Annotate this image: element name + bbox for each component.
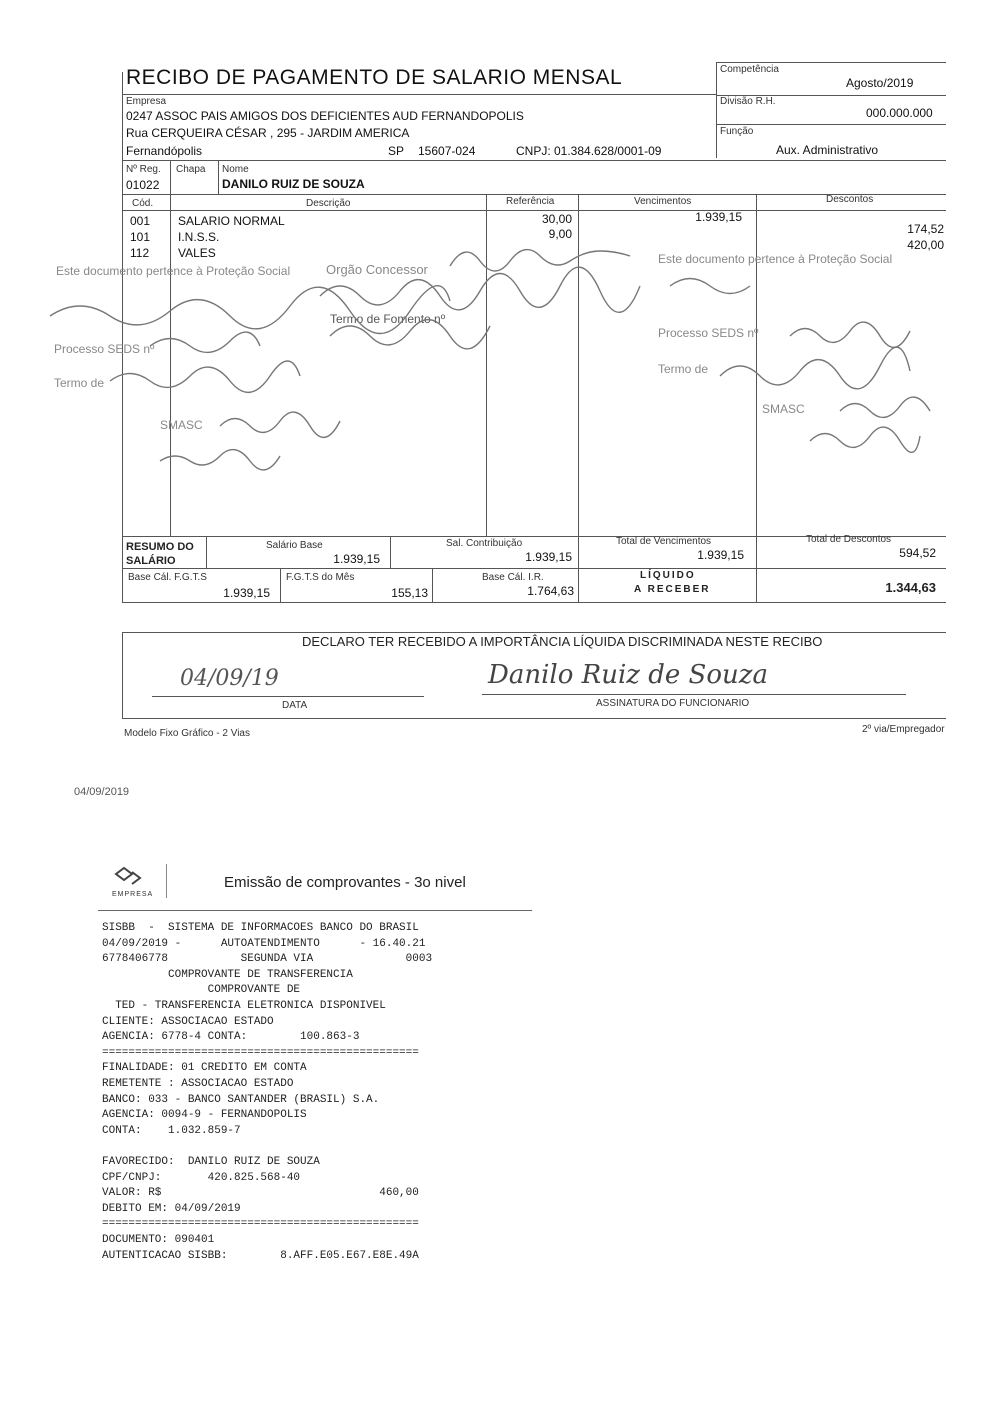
- stamp-smasc-left: SMASC: [160, 418, 203, 432]
- item-descontos: 174,52: [907, 222, 944, 236]
- handwriting-scribbles: [40, 236, 940, 476]
- name-bottom-line: [122, 194, 946, 195]
- item-cod: 112: [130, 246, 150, 260]
- base-fgts-label: Base Cál. F.G.T.S: [128, 572, 207, 583]
- divisao-value: 000.000.000: [866, 106, 933, 120]
- item-referencia: 30,00: [541, 212, 572, 226]
- funcao-label: Função: [720, 126, 754, 137]
- fgts-divider-2: [432, 568, 433, 602]
- resumo-divider-1: [206, 536, 207, 568]
- base-ir-value: 1.764,63: [527, 584, 574, 598]
- nome-label: Nome: [222, 164, 249, 175]
- declaro-text: DECLARO TER RECEBIDO A IMPORTÂNCIA LÍQUIDA DISCRIMINADA NESTE RECIBO: [302, 634, 823, 649]
- empresa-city: Fernandópolis: [126, 144, 203, 158]
- declaro-bottom-line: [122, 718, 946, 719]
- col-header-descontos: Descontos: [826, 194, 874, 205]
- liquido-label-2: A RECEBER: [634, 584, 711, 595]
- date-label: DATA: [282, 700, 308, 711]
- sal-contrib-value: 1.939,15: [525, 550, 572, 564]
- receipt-line: BANCO: 033 - BANCO SANTANDER (BRASIL) S.A.: [102, 1093, 380, 1106]
- chapa-divider: [218, 160, 219, 194]
- declaro-left-line: [122, 632, 123, 718]
- total-venc-value: 1.939,15: [697, 548, 744, 562]
- col-header-cod: Cód.: [132, 198, 154, 209]
- resumo-divider-3: [578, 536, 579, 602]
- empresa-cep: 15607-024: [418, 144, 476, 158]
- bank-logo-text: EMPRESA: [112, 891, 154, 898]
- receipt-line: COMPROVANTE DE: [102, 984, 301, 997]
- receipt-line: CLIENTE: ASSOCIACAO ESTADO: [102, 1015, 274, 1028]
- item-descontos: 420,00: [907, 238, 944, 252]
- item-descricao: VALES: [178, 246, 216, 260]
- scan-date: 04/09/2019: [74, 786, 130, 798]
- receipt-line: TED - TRANSFERENCIA ELETRONICA DISPONIVEL: [102, 1000, 386, 1012]
- title-underline: [122, 94, 716, 95]
- item-cod: 101: [130, 230, 151, 244]
- receipt-line: DEBITO EM: 04/09/2019: [102, 1202, 241, 1215]
- stamp-smasc-right: SMASC: [762, 402, 805, 416]
- declaro-top-line: [122, 632, 946, 633]
- item-descricao: SALARIO NORMAL: [178, 214, 285, 228]
- receipt-line: AUTENTICACAO SISBB: 8.AFF.E05.E67.E8E.49A: [102, 1249, 419, 1262]
- stamp-termo-left: Termo de: [54, 376, 105, 390]
- nreg-label: Nº Reg.: [126, 164, 161, 175]
- receipt-line: AGENCIA: 0094-9 - FERNANDOPOLIS: [102, 1109, 307, 1122]
- stamp-processo-seds-left: Processo SEDS nº: [54, 342, 155, 356]
- company-bottom-line: [122, 160, 946, 161]
- receipt-line: ================================================: [102, 1218, 419, 1231]
- stamp-protecao-social-right: Este documento pertence à Proteção Social: [658, 252, 893, 266]
- receipt-line: FAVORECIDO: DANILO RUIZ DE SOUZA: [102, 1156, 320, 1168]
- liquido-value: 1.344,63: [885, 580, 936, 595]
- fgts-divider-1: [280, 568, 281, 602]
- bank-header-underline: [98, 910, 532, 911]
- receipt-line: CPF/CNPJ: 420.825.568-40: [102, 1171, 301, 1184]
- modelo-text: Modelo Fixo Gráfico - 2 Vias: [124, 728, 250, 739]
- date-line: [152, 696, 424, 697]
- signature: Danilo Ruiz de Souza: [488, 660, 768, 690]
- col-header-referencia: Referência: [506, 196, 555, 207]
- header-line-2: [716, 124, 946, 125]
- fgts-mes-value: 155,13: [391, 586, 428, 600]
- resumo-mid-line: [122, 568, 946, 569]
- receipt-line: REMETENTE : ASSOCIACAO ESTADO: [102, 1078, 294, 1090]
- header-top-right-line: [716, 62, 946, 63]
- col-header-vencimentos: Vencimentos: [634, 196, 692, 207]
- resumo-divider-4: [756, 536, 757, 602]
- salario-base-value: 1.939,15: [333, 552, 380, 566]
- stamp-orgao-concessor: Orgão Concessor: [326, 262, 428, 277]
- stamp-processo-seds-right: Processo SEDS nº: [658, 326, 759, 340]
- nome-value: DANILO RUIZ DE SOUZA: [222, 177, 365, 191]
- sal-contrib-label: Sal. Contribuição: [446, 538, 523, 549]
- signature-label: ASSINATURA DO FUNCIONARIO: [596, 698, 750, 709]
- receipt-line: VALOR: R$ 460,00: [102, 1187, 419, 1200]
- receipt-line: CONTA: 1.032.859-7: [102, 1124, 241, 1137]
- resumo-bottom-line: [122, 602, 946, 603]
- payslip-title: RECIBO DE PAGAMENTO DE SALARIO MENSAL: [126, 66, 623, 89]
- base-ir-label: Base Cál. I.R.: [482, 572, 544, 583]
- item-referencia: 9,00: [548, 227, 572, 241]
- receipt-line: SISBB - SISTEMA DE INFORMACOES BANCO DO BRASIL: [102, 922, 419, 934]
- header-divider: [716, 62, 717, 158]
- item-cod: 001: [130, 214, 151, 228]
- fgts-mes-label: F.G.T.S do Mês: [286, 572, 355, 583]
- handwritten-date: 04/09/19: [180, 666, 279, 691]
- columns-bottom-line: [122, 210, 946, 211]
- base-fgts-value: 1.939,15: [223, 586, 270, 600]
- nreg-value: 01022: [126, 178, 160, 192]
- via-text: 2º via/Empregador: [862, 724, 945, 735]
- divisao-label: Divisão R.H.: [720, 96, 776, 107]
- resumo-divider-2: [390, 536, 391, 568]
- receipt-line: AGENCIA: 6778-4 CONTA: 100.863-3: [102, 1031, 360, 1044]
- total-venc-label: Total de Vencimentos: [616, 536, 712, 547]
- item-descricao: I.N.S.S.: [178, 230, 220, 244]
- empresa-name: 0247 ASSOC PAIS AMIGOS DOS DEFICIENTES AUD FERNANDOPOLIS: [126, 109, 524, 123]
- resumo-label: RESUMO DO SALÁRIO: [126, 541, 194, 567]
- bank-header-title: Emissão de comprovantes - 3o nivel: [224, 874, 466, 891]
- receipt-line: 6778406778 SEGUNDA VIA 0003: [102, 953, 433, 966]
- receipt-line: COMPROVANTE DE TRANSFERENCIA: [102, 968, 353, 981]
- stamp-protecao-social-left: Este documento pertence à Proteção Social: [56, 264, 291, 278]
- bank-logo-icon: [112, 864, 152, 888]
- receipt-line: 04/09/2019 - AUTOATENDIMENTO - 16.40.21: [102, 937, 426, 950]
- bank-header-divider: [166, 864, 167, 898]
- stamp-termo-right: Termo de: [658, 362, 709, 376]
- liquido-label-1: LÍQUIDO: [640, 570, 696, 581]
- funcao-value: Aux. Administrativo: [776, 143, 879, 157]
- competencia-value: Agosto/2019: [846, 76, 914, 90]
- nreg-divider: [170, 160, 171, 194]
- chapa-label: Chapa: [176, 164, 206, 175]
- receipt-line: FINALIDADE: 01 CREDITO EM CONTA: [102, 1062, 307, 1075]
- salario-base-label: Salário Base: [266, 540, 323, 551]
- empresa-address: Rua CERQUEIRA CÉSAR , 295 - JARDIM AMERICA: [126, 126, 410, 140]
- signature-line: [482, 694, 906, 695]
- total-desc-label: Total de Descontos: [806, 534, 892, 545]
- empresa-label: Empresa: [126, 96, 167, 107]
- total-desc-value: 594,52: [899, 546, 936, 560]
- empresa-state: SP: [388, 144, 405, 158]
- receipt-line: DOCUMENTO: 090401: [102, 1234, 215, 1246]
- empresa-cnpj: CNPJ: 01.384.628/0001-09: [516, 144, 662, 158]
- col-header-descricao: Descrição: [306, 198, 351, 209]
- receipt-line: ================================================: [102, 1046, 419, 1059]
- competencia-label: Competência: [720, 64, 779, 75]
- item-vencimentos: 1.939,15: [695, 210, 742, 224]
- bank-logo: [112, 864, 156, 898]
- stamp-termo-fomento: Termo de Fomento nº: [330, 312, 446, 326]
